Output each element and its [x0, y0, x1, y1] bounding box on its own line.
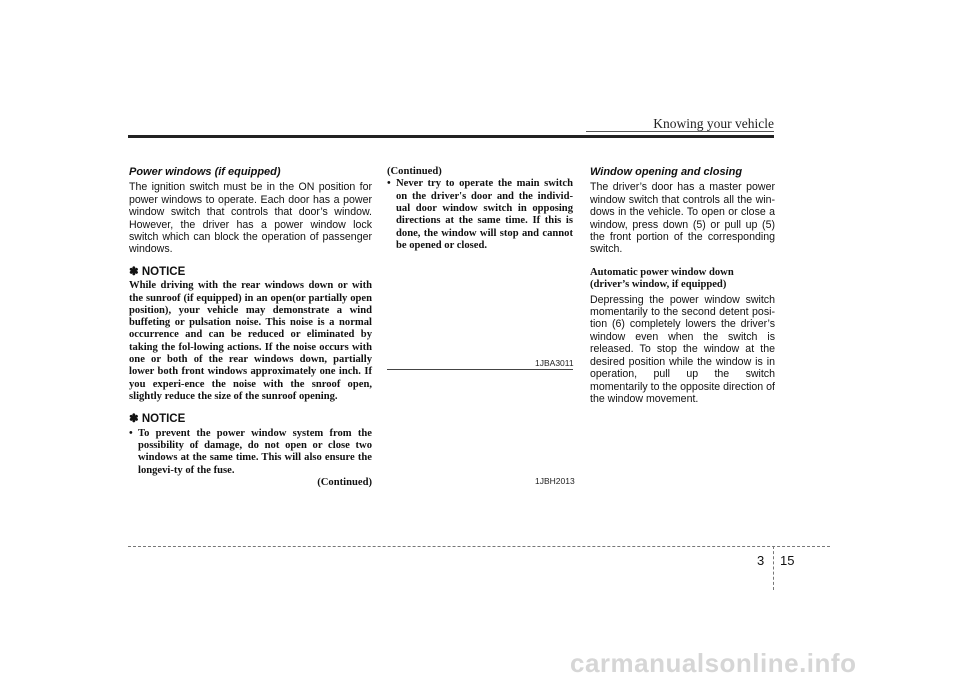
bullet-marker: • — [387, 178, 391, 190]
notice-bullet-1 — [129, 428, 372, 477]
image-code-2: 1JBH2013 — [535, 476, 575, 486]
site-watermark: carmanualsonline.info — [570, 648, 857, 678]
page-number: 15 — [780, 553, 795, 568]
notice-heading-2: ✽ NOTICE — [129, 413, 186, 426]
notice-bullet-text: To prevent the power window system from the possibility of damage, do not open or close two windows at the same time. This will also ensure the longevi-ty of the fuse. — [138, 427, 372, 476]
window-opening-heading: Window opening and closing — [590, 166, 743, 178]
column-right — [590, 166, 775, 405]
section-title: Knowing your vehicle — [653, 116, 774, 131]
image-caption-rule — [387, 369, 573, 370]
image-code-1: 1JBA3011 — [535, 358, 574, 368]
window-opening-intro: The driver’s door has a master power window switch that controls all the win-dows in the vehicle. To open or close a window, press down (5) or pull up (5) the front portion of the corresponding switch. — [590, 181, 775, 256]
auto-down-heading-2: (driver’s window, if equipped) — [590, 279, 727, 291]
power-windows-intro: The ignition switch must be in the ON position for power windows to operate. Each door has a power window switch that controls that door’s window. However, the driver has a power window lock switch which can block the operation of passenger windows. — [129, 181, 372, 256]
auto-down-body: Depressing the power window switch momentarily to the second detent posi-tion (6) completely lowers the driver’s window even when the switch is released. To stop the window at the desired position while the window is in operation, pull up the switch momentarily to the opposite direction of the window movement. — [590, 293, 775, 405]
bullet-marker: • — [129, 427, 133, 439]
auto-down-heading-1: Automatic power window down — [590, 266, 734, 278]
header-rule-thin — [586, 131, 774, 132]
column-left — [129, 166, 372, 489]
continued-top-label: (Continued) — [387, 166, 442, 177]
power-windows-heading: Power windows (if equipped) — [129, 166, 281, 178]
notice-heading-1: ✽ NOTICE — [129, 265, 186, 278]
footer-dashed-rule — [128, 546, 830, 547]
notice-text-1: While driving with the rear windows down or with the sunroof (if equipped) in an open(or partially open position), your vehicle may demonstrate a wind buffeting or pulsation noise. This noise is a normal occurrence and can be reduced or eliminated by taking the fol-lowing actions. If the noise occurs with one or both of the rear windows down, partially lower both front windows approximately one inch. If you experi-ence the noise with the snroof open, slightly reduce the size of the sunroof opening. — [129, 280, 372, 402]
header-rule — [128, 135, 774, 138]
notice-bullet-text-2: Never try to operate the main switch on the driver's door and the individ-ual door window switch in opposing directions at the same time. If this is done, the window will stop and cannot be opened or closed. — [396, 178, 573, 251]
chapter-number: 3 — [757, 553, 765, 568]
footer-vertical-rule — [773, 546, 774, 590]
notice-bullet-2 — [387, 178, 573, 252]
continued-label: (Continued) — [317, 476, 372, 488]
column-middle — [387, 166, 573, 252]
